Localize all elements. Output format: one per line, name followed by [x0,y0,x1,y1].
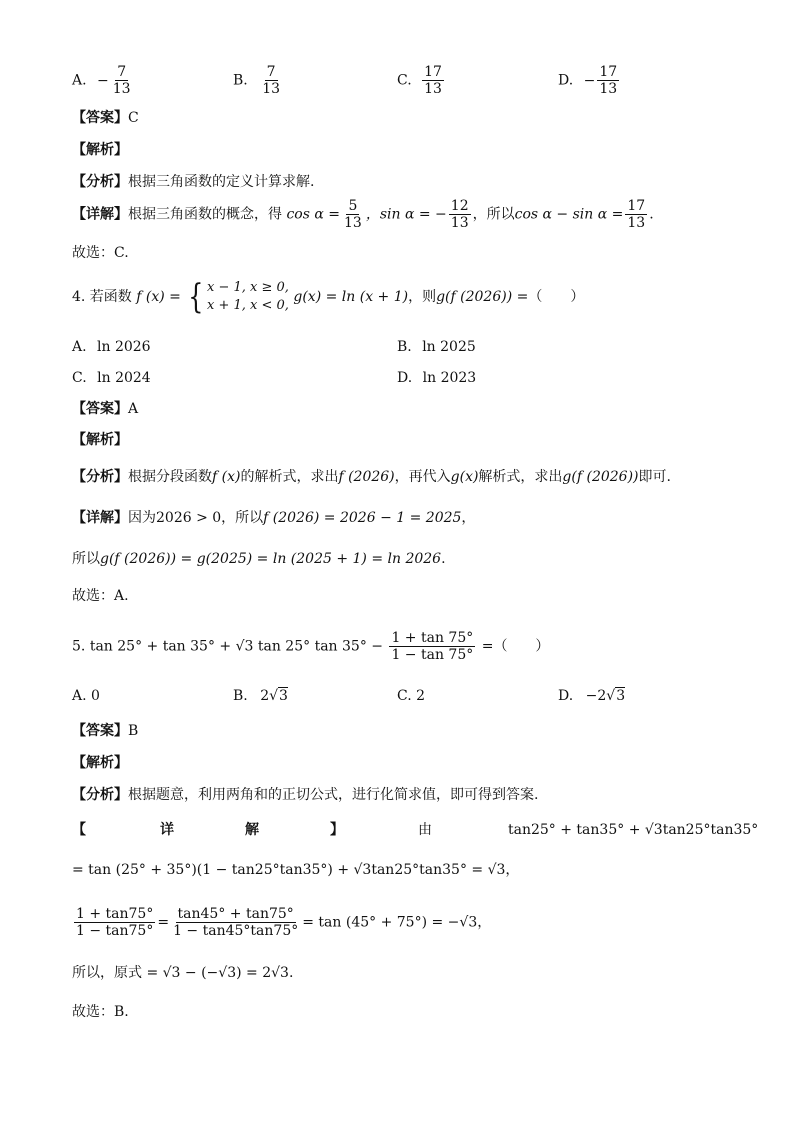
q4-case-2: x + 1, x < 0, [207,298,289,313]
q5-xiangjie-line2: = tan (25° + 35°)(1 − tan25°tan35°) + √3tan25°tan35° = √3， [72,862,520,878]
q5-fenxi: 【分析】根据题意，利用两角和的正切公式，进行化简求值，即可得到答案. [72,787,539,803]
q5-xiangjie-expr: tan25° + tan35° + √3tan25°tan35° [508,822,759,838]
q5-option-b: B. 2√3 [233,688,288,704]
q3-option-b: B. $\frac{7}{13}$ [233,64,281,97]
q3-option-a: A. − $\frac{7}{13}$ [72,64,131,97]
q5-xiangjie-line3: $\frac{1 + \tan 75^\circ}{1 - \tan 75^\circ}$ = $\frac{\tan 45^\circ + \tan 75^\circ}{1 - \tan 45^\circ\tan 75^\circ}$ = tan (45° + 75°) = −√3， [76,906,492,939]
q3-guxuan: 故选：C. [72,245,129,261]
q4-jiexi-heading: 【解析】 [72,432,128,448]
q3-xiangjie: 【详解】根据三角函数的概念，得 cos α = $\frac{5}{13}$ ，sin α = − $\frac{12}{13}$ ，所以cos α − sin α = $\frac{17}{13}$ . [72,198,654,231]
q5-option-d: D. −2√3 [558,688,626,704]
q5-stem: 5. tan 25° + tan 35° + √3 tan 25° tan 35° − $\frac{1 + \tan 75^\circ}{1 - \tan 75^\circ}$ =（ ） [72,630,550,663]
q4-xiangjie-line2: 所以g(f (2026)) = g(2025) = ln (2025 + 1) = ln 2026. [72,551,446,567]
q4-option-a: A. ln 2026 [72,339,151,355]
q3-option-c: C. $\frac{17}{13}$ [397,64,442,97]
q4-option-b: B. ln 2025 [397,339,476,355]
q4-stem: 4. 若函数 f (x) = { x − 1, x ≥ 0, x + 1, x < 0, g(x) = ln (x + 1)，则g(f (2026)) =（ ） [72,277,585,317]
q4-guxuan: 故选：A. [72,588,129,604]
q4-option-d: D. ln 2023 [397,370,477,386]
q3-option-d: D. − $\frac{17}{13}$ [558,64,618,97]
q4-answer: 【答案】A [72,401,139,417]
q5-guxuan: 故选：B. [72,1004,129,1020]
q4-fenxi: 【分析】根据分段函数f (x)的解析式，求出f (2026)，再代入g(x)解析式，求出g(f (2026))即可. [72,469,671,485]
q5-xiangjie-char1: 详 [160,822,174,838]
q3-fenxi: 【分析】根据三角函数的定义计算求解. [72,174,315,190]
q5-xiangjie-close: 】 [330,822,344,838]
q4-option-c: C. ln 2024 [72,370,151,386]
q5-xiangjie-char2: 解 [245,822,259,838]
q5-jiexi-heading: 【解析】 [72,755,128,771]
q5-xiangjie-line4: 所以，原式 = √3 − (−√3) = 2√3. [72,965,294,981]
q3-answer: 【答案】C [72,110,139,126]
q3-jiexi-heading: 【解析】 [72,142,128,158]
q5-xiangjie-you: 由 [418,822,432,838]
q4-case-1: x − 1, x ≥ 0, [207,280,289,295]
q5-xiangjie-open: 【 [72,822,86,838]
q5-option-c: C. 2 [397,688,426,704]
q5-option-a: A. 0 [72,688,100,704]
q5-answer: 【答案】B [72,723,139,739]
q4-xiangjie: 【详解】因为2026 > 0，所以f (2026) = 2026 − 1 = 2025， [72,510,476,526]
